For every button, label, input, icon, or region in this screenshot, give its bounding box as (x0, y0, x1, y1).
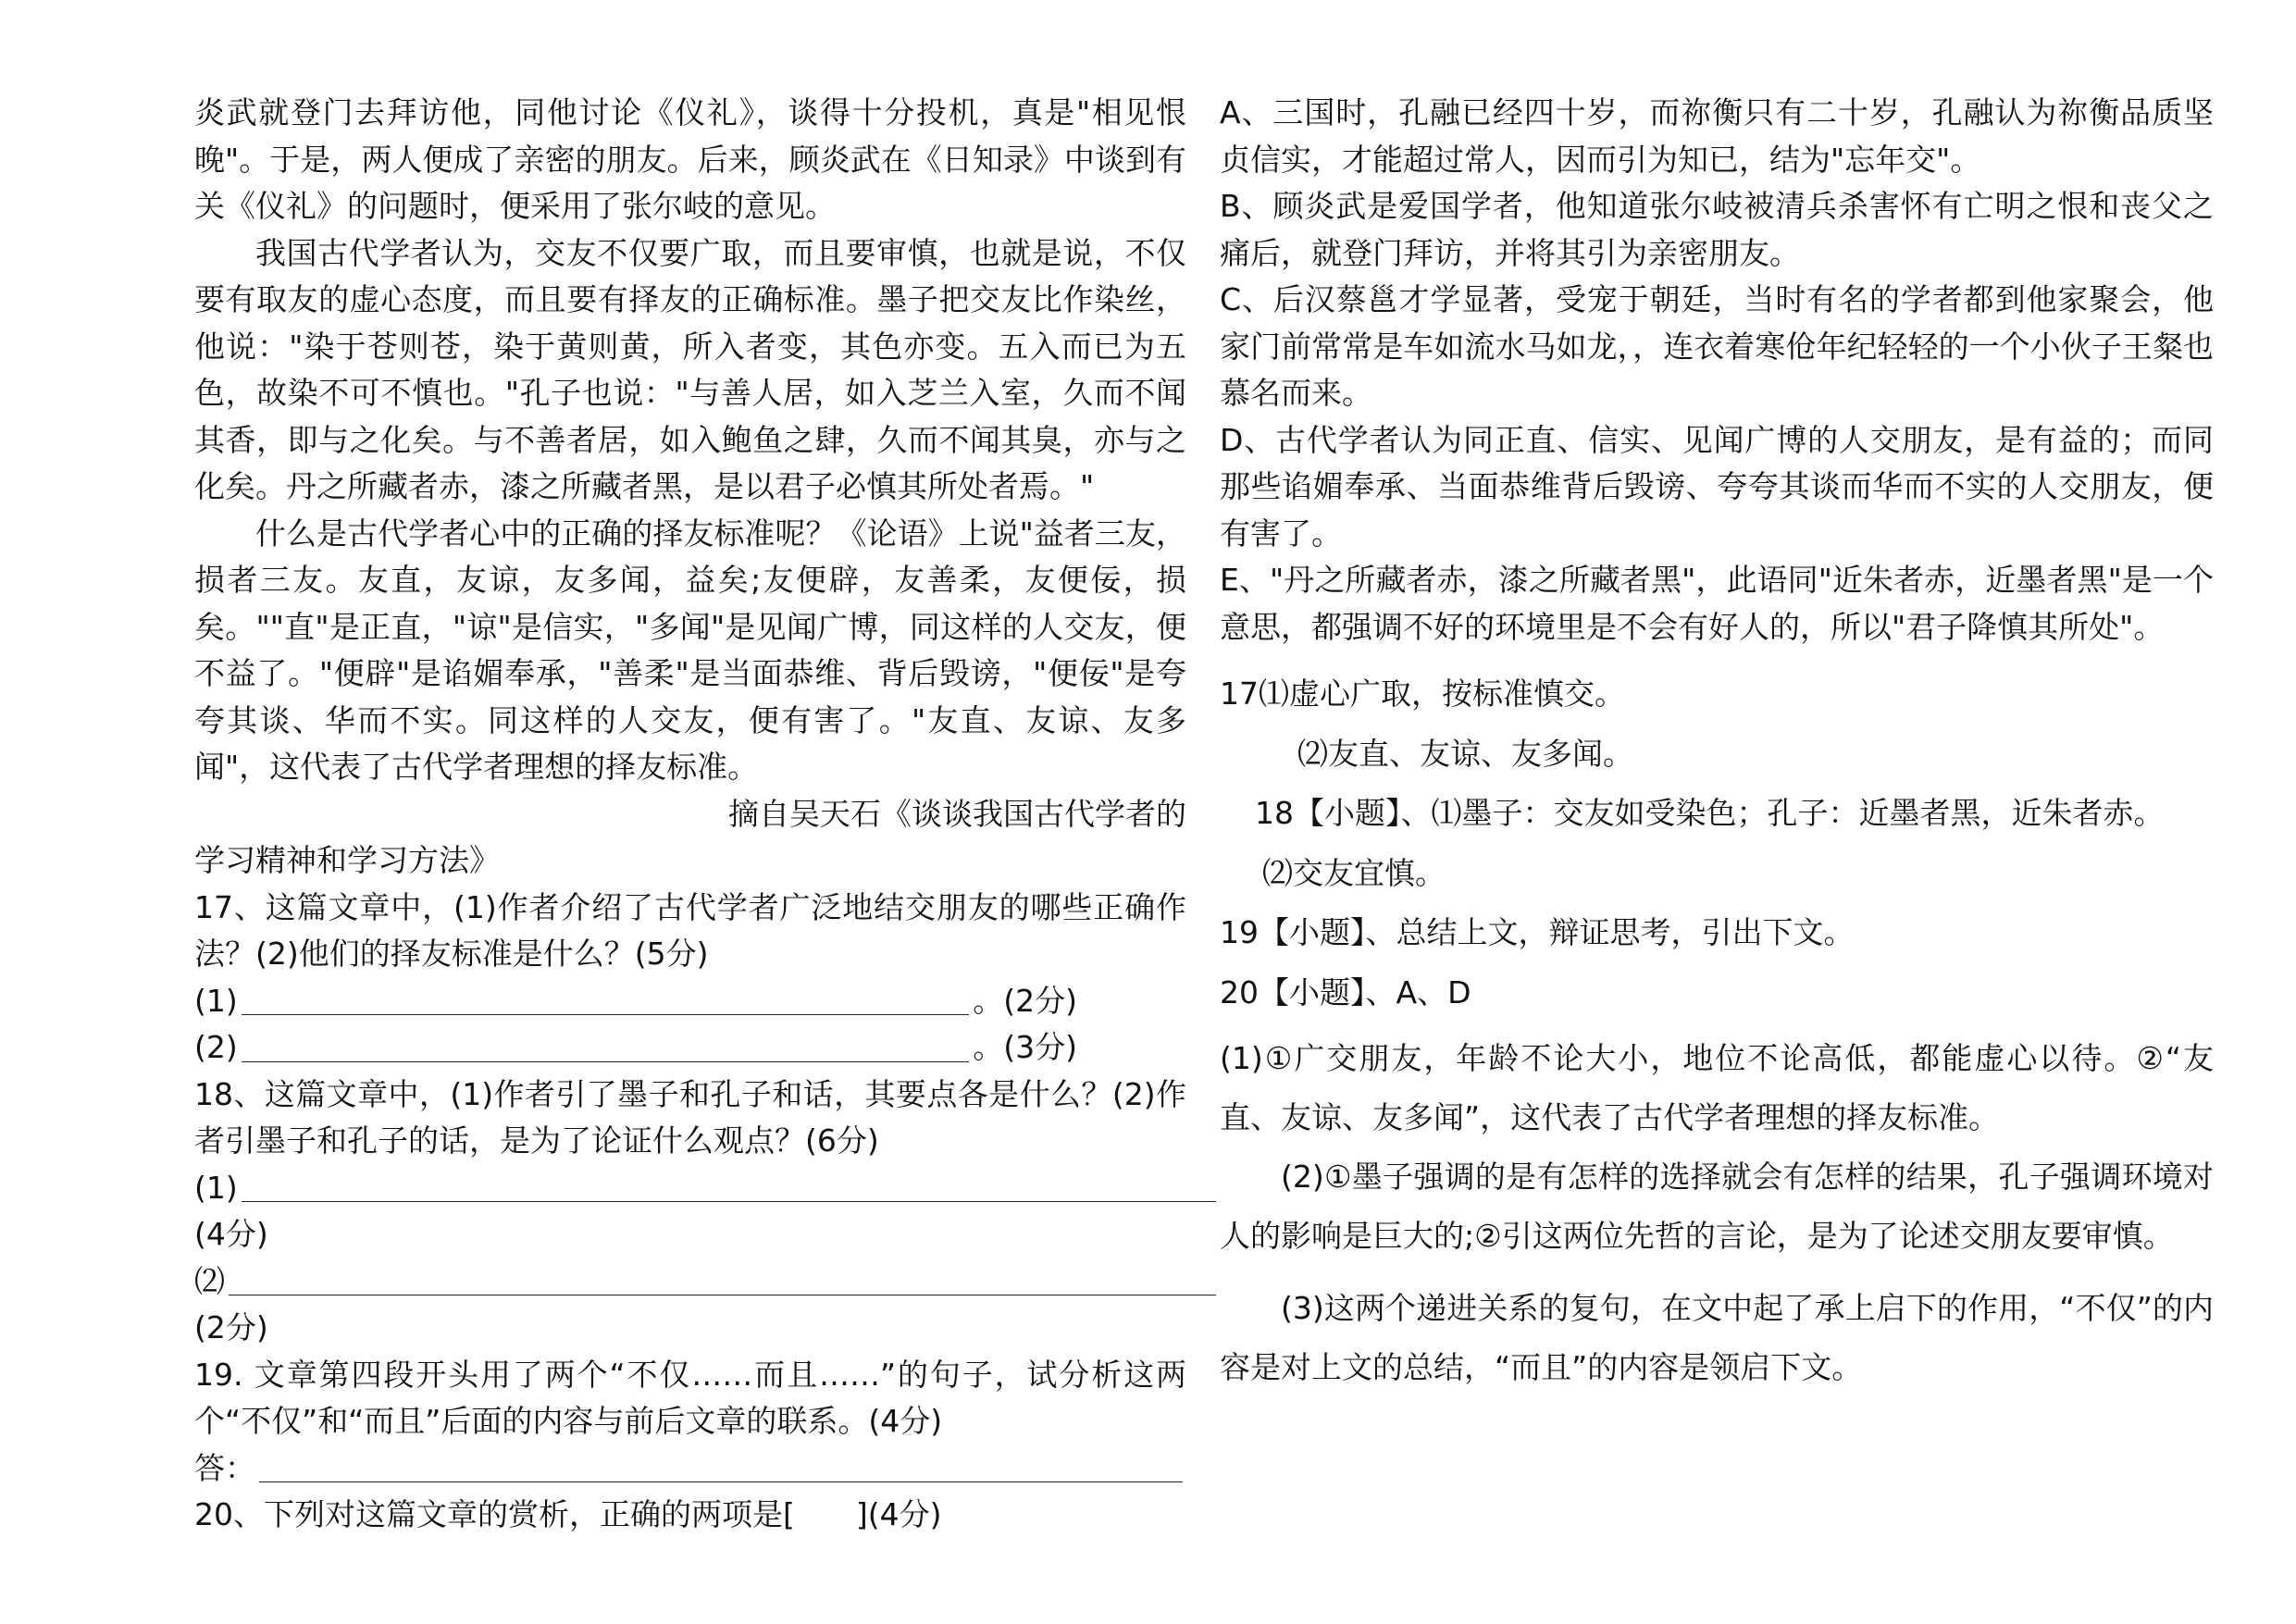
q19-answer-blank[interactable] (259, 1450, 1183, 1482)
spacer (1220, 1266, 2214, 1279)
q18-1-score: (4分) (194, 1216, 268, 1252)
q19-answer-line (194, 1445, 1186, 1493)
q18-2-label: ⑵ (194, 1262, 225, 1299)
answer-18-1: 18【小题】、⑴墨子：交友如受染色；孔子：近墨者黑，近朱者赤。 (1255, 795, 2165, 831)
answer-block-3: (3)这两个递进关系的复句，在文中起了承上启下的作用，“不仅”的内容是对上文的总结，“而且”的内容是领启下文。 (1220, 1290, 2214, 1385)
passage-paragraph-1: 炎武就登门去拜访他，同他讨论《仪礼》，谈得十分投机，真是"相见恨晚"。于是，两人便成了亲密的朋友。后来，顾炎武在《日知录》中谈到有关《仪礼》的问题时，便采用了张尔岐的意见。 (194, 94, 1186, 224)
q20-option-a: A、三国时，孔融已经四十岁，而祢衡只有二十岁，孔融认为祢衡品质坚贞信实，才能超过常人，因而引为知已，结为"忘年交"。 (1220, 94, 2214, 178)
q17-2-score: 。(3分) (973, 1029, 1077, 1065)
q17-answer-line-2 (194, 1024, 1186, 1072)
spacer (1220, 718, 2214, 731)
q18-1-label: (1) (194, 1169, 238, 1206)
q20-option-e: E、"丹之所藏者赤，漆之所藏者黑"，此语同"近朱者赤，近墨者黑"是一个意思，都强调不好的环境里是不会有好人的，所以"君子降慎其所处"。 (1220, 562, 2214, 645)
question-20: 20、下列对这篇文章的赏析，正确的两项是[ ](4分) (194, 1496, 942, 1532)
q17-1-blank[interactable] (242, 983, 970, 1015)
answer-block-1: (1)①广交朋友，年龄不论大小，地位不论高低，都能虚心以待。②“友直、友谅、友多闻”，这代表了古代学者理想的择友标准。 (1220, 1040, 2214, 1135)
q17-answer-line-1 (194, 978, 1186, 1025)
left-column (194, 90, 1186, 1539)
answer-17-2: ⑵友直、友谅、友多闻。 (1297, 735, 1633, 772)
question-17: 17、这篇文章中，(1)作者介绍了古代学者广泛地结交朋友的哪些正确作法？(2)他们的择友标准是什么？(5分) (194, 888, 1186, 972)
q20-option-b: B、顾炎武是爱国学者，他知道张尔岐被清兵杀害怀有亡明之恨和丧父之痛后，就登门拜访，并将其引为亲密朋友。 (1220, 188, 2214, 271)
source-citation-line-2: 学习精神和学习方法》 (194, 842, 500, 878)
q17-2-blank[interactable] (242, 1030, 970, 1062)
q18-2-blank[interactable] (229, 1263, 1216, 1295)
q20-option-d: D、古代学者认为同正直、信实、见闻广博的人交朋友，是有益的；而同那些谄媚奉承、当面恭维背后毁谤、夸夸其谈而华而不实的人交朋友，便有害了。 (1220, 421, 2214, 552)
q18-answer-line-2 (194, 1258, 1220, 1306)
q17-2-spacer (1081, 1031, 1183, 1062)
answer-17-1: 17⑴虚心广取，按标准慎交。 (1220, 676, 1625, 712)
answer-block-2: (2)①墨子强调的是有怎样的选择就会有怎样的结果，孔子强调环境对人的影响是巨大的;②引这两位先哲的言论，是为了论述交朋友要审慎。 (1220, 1159, 2214, 1254)
q20-option-c: C、后汉蔡邕才学显著，受宠于朝廷，当时有名的学者都到他家聚会，他家门前常常是车如流水马如龙，，连衣着寒伧年纪轻轻的一个小伙子王粲也慕名而来。 (1220, 281, 2214, 411)
answer-18-2: ⑵交友宜慎。 (1262, 854, 1446, 891)
q18-1-blank[interactable] (242, 1170, 1216, 1202)
q17-1-spacer (1081, 984, 1183, 1015)
source-citation-line-1: 摘自吴天石《谈谈我国古代学者的 (728, 795, 1186, 832)
right-column (1220, 90, 2214, 1397)
q18-2-score: (2分) (194, 1309, 268, 1345)
spacer (1220, 837, 2214, 850)
spacer (1220, 897, 2214, 910)
question-18: 18、这篇文章中，(1)作者引了墨子和孔子和话，其要点各是什么？(2)作者引墨子和孔子的话，是为了论证什么观点？(6分) (194, 1075, 1186, 1159)
q17-1-label: (1) (194, 982, 238, 1019)
q17-2-label: (2) (194, 1029, 238, 1065)
spacer (1220, 957, 2214, 970)
spacer (1220, 651, 2214, 671)
q19-answer-label: 答： (194, 1449, 255, 1486)
question-19: 19. 文章第四段开头用了两个“不仅……而且……”的句子，试分析这两个“不仅”和“而且”后面的内容与前后文章的联系。(4分) (194, 1356, 1186, 1439)
passage-paragraph-2: 我国古代学者认为，交友不仅要广取，而且要审慎，也就是说，不仅要有取友的虚心态度，而且要有择友的正确标准。墨子把交友比作染丝，他说："染于苍则苍，染于黄则黄，所入者变，其色亦变。五入而已为五色，故染不可不慎也。"孔子也说："与善人居，如入芝兰入室，久而不闻其香，即与之化矣。与不善者居，如入鲍鱼之肆，久而不闻其臭，亦与之化矣。丹之所藏者赤，漆之所藏者黑，是以君子必慎其所处者焉。" (194, 234, 1186, 504)
answer-19: 19【小题】、总结上文，辩证思考，引出下文。 (1220, 914, 1855, 950)
q18-answer-line-1 (194, 1165, 1220, 1212)
spacer (1220, 1016, 2214, 1029)
q17-1-score: 。(2分) (973, 982, 1077, 1019)
spacer (1220, 777, 2214, 790)
answer-20: 20【小题】、A、D (1220, 973, 1471, 1010)
passage-paragraph-3: 什么是古代学者心中的正确的择友标准呢？《论语》上说"益者三友，损者三友。友直，友谅，友多闻，益矣;友便辟，友善柔，友便佞，损矣。""直"是正直，"谅"是信实，"多闻"是见闻广博，同这样的人交友，便不益了。"便辟"是谄媚奉承，"善柔"是当面恭维、背后毁谤，"便佞"是夸夸其谈、华而不实。同这样的人交友，便有害了。"友直、友谅、友多闻"，这代表了古代学者理想的择友标准。 (194, 514, 1186, 785)
